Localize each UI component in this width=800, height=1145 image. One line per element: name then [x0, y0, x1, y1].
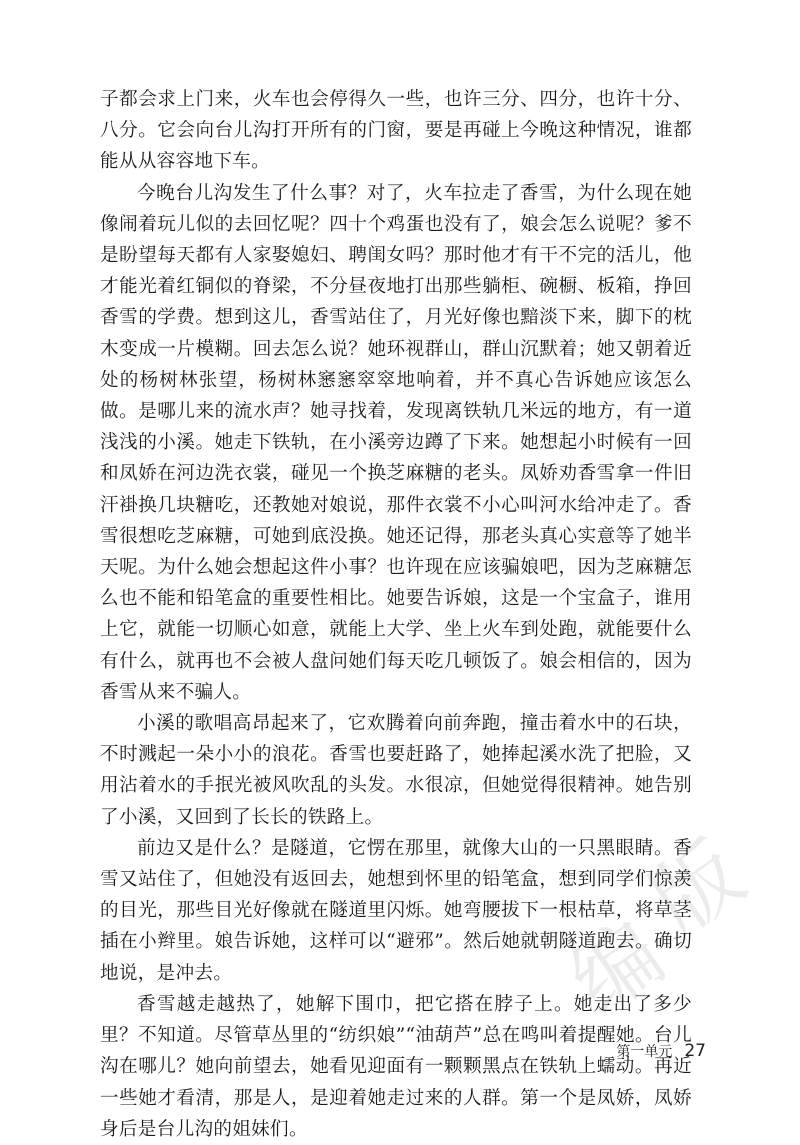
paragraph: 今晚台儿沟发生了什么事？对了，火车拉走了香雪，为什么现在她像闹着玩儿似的去回忆呢？四十个鸡蛋也没有了，娘会怎么说呢？爹不是盼望每天都有人家娶媳妇、聘闺女吗？那时他才有干不完的活儿，他才能光着红铜似的脊梁，不分昼夜地打出那些躺柜、碗橱、板箱，挣回香雪的学费。想到这儿，香雪站住了，月光好像也黯淡下来，脚下的枕木变成一片模糊。回去怎么说？她环视群山，群山沉默着；她又朝着近处的杨树林张望，杨树林窸窸窣窣地响着，并不真心告诉她应该怎么做。是哪儿来的流水声？她寻找着，发现离铁轨几米远的地方，有一道浅浅的小溪。她走下铁轨，在小溪旁边蹲了下来。她想起小时候有一回和凤娇在河边洗衣裳，碰见一个换芝麻糖的老头。凤娇劝香雪拿一件旧汗褂换几块糖吃，还教她对娘说，那件衣裳不小心叫河水给冲走了。香雪很想吃芝麻糖，可她到底没换。她还记得，那老头真心实意等了她半天呢。为什么她会想起这件小事？也许现在应该骗娘吧，因为芝麻糖怎么也不能和铅笔盒的重要性相比。她要告诉娘，这是一个宝盒子，谁用上它，就能一切顺心如意，就能上大学、坐上火车到处跑，就能要什么有什么，就再也不会被人盘问她们每天吃几顿饭了。娘会相信的，因为香雪从来不骗人。	[100, 182, 692, 703]
page-number: 27	[684, 1041, 706, 1061]
watermark-char: 编	[553, 902, 682, 1035]
paragraph: 香雪越走越热了，她解下围巾，把它搭在脖子上。她走出了多少里？不知道。尽管草丛里的“纺织娘”“油葫芦”总在鸣叫着提醒她。台儿沟在哪儿？她向前望去，她看见迎面有一颗颗黑点在铁轨上蠕动。再近一些她才看清，那是人，是迎着她走过来的人群。第一个是凤娇，凤娇身后是台儿沟的姐妹们。	[100, 993, 692, 1140]
paragraph: 前边又是什么？是隧道，它愣在那里，就像大山的一只黑眼睛。香雪又站住了，但她没有返回去，她想到怀里的铅笔盒，想到同学们惊羡的目光，那些目光好像就在隧道里闪烁。她弯腰拔下一根枯草，将草茎插在小辫里。娘告诉她，这样可以“避邪”。然后她就朝隧道跑去。确切地说，是冲去。	[100, 837, 692, 984]
paragraph: 小溪的歌唱高昂起来了，它欢腾着向前奔跑，撞击着水中的石块，不时溅起一朵小小的浪花。香雪也要赶路了，她捧起溪水洗了把脸，又用沾着水的手抿光被风吹乱的头发。水很凉，但她觉得很精神。她告别了小溪，又回到了长长的铁路上。	[100, 713, 692, 828]
watermark-char: 版	[633, 822, 762, 955]
page-footer	[616, 1041, 706, 1061]
body-text	[100, 84, 692, 1145]
paragraph: 子都会求上门来，火车也会停得久一些，也许三分、四分，也许十分、八分。它会向台儿沟打开所有的门窗，要是再碰上今晚这种情况，谁都能从从容容地下车。	[100, 89, 692, 173]
unit-label: 第一单元	[616, 1044, 673, 1060]
